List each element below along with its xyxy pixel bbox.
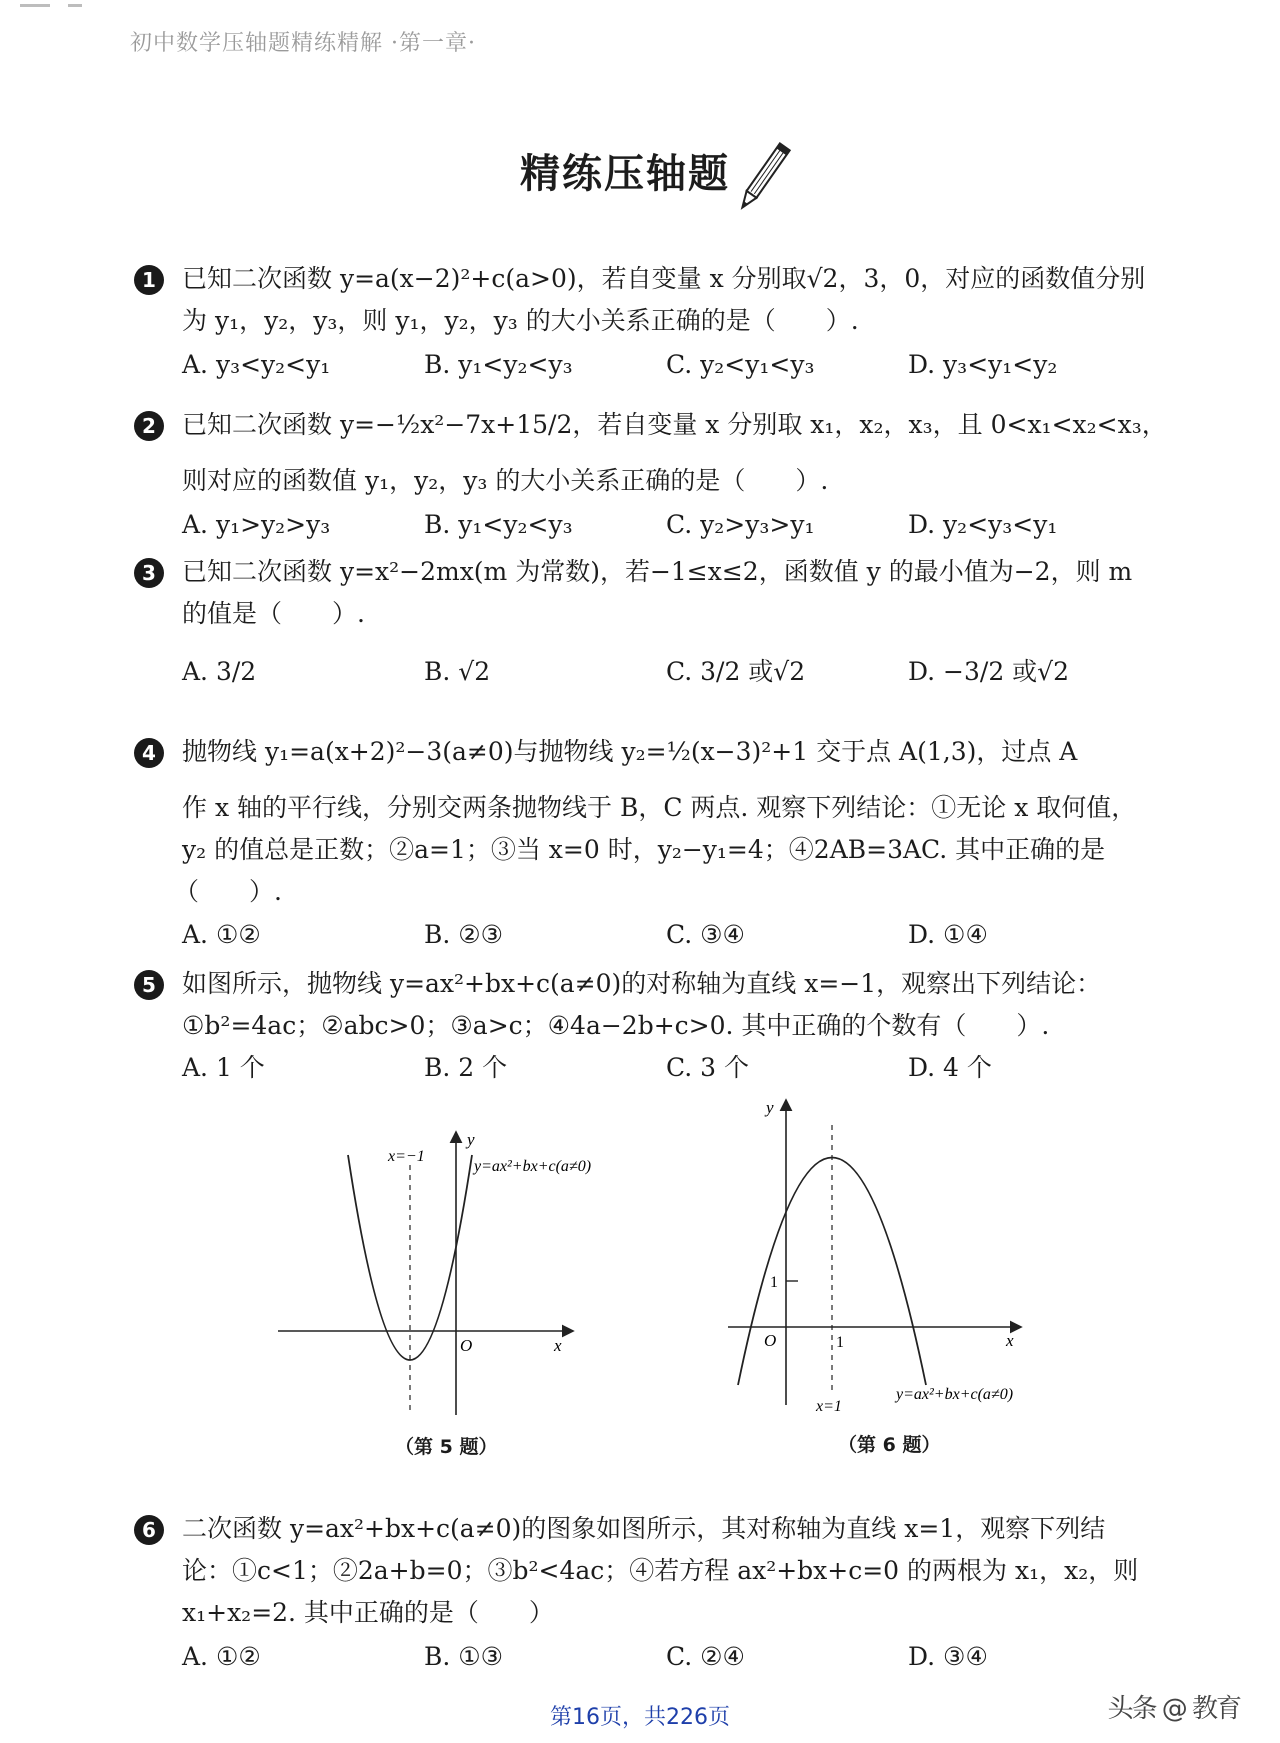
x-axis-label: x (1006, 1331, 1014, 1350)
question-number: 5 (134, 970, 164, 1000)
origin-label: O (460, 1336, 473, 1355)
option-a: A. y₁>y₂>y₃ (182, 510, 331, 539)
option-a: A. 1 个 (182, 1053, 265, 1082)
figure-caption-q5: （第 5 题） (395, 1436, 498, 1458)
option-d: D. y₂<y₃<y₁ (908, 510, 1058, 539)
option-a: A. ①② (182, 920, 261, 949)
question-text-line: 论：①c<1；②2a+b=0；③b²<4ac；④若方程 ax²+bx+c=0 的两根为 x₁，x₂，则 (182, 1556, 1139, 1585)
question-text-line: 已知二次函数 y=−½x²−7x+15/2，若自变量 x 分别取 x₁，x₂，x₃，且 0<x₁<x₂<x₃， (182, 410, 1167, 439)
question-text-line: 如图所示，抛物线 y=ax²+bx+c(a≠0)的对称轴为直线 x=−1，观察出下列结论： (182, 969, 1102, 998)
page-footer: 第16页，共226页 (550, 1705, 730, 1730)
question-text-line: 抛物线 y₁=a(x+2)²−3(a≠0)与抛物线 y₂=½(x−3)²+1 交于点 A(1,3)，过点 A (182, 737, 1078, 766)
option-b: B. y₁<y₂<y₃ (424, 510, 573, 539)
question-number: 4 (134, 738, 164, 768)
option-b: B. 2 个 (424, 1053, 508, 1082)
function-label: y=ax²+bx+c(a≠0) (896, 1386, 1014, 1403)
option-c: C. y₂<y₁<y₃ (666, 350, 815, 379)
figure-q6 (720, 1095, 1060, 1415)
watermark: 头条 @ 教育 (1107, 1694, 1240, 1724)
x-tick-label: 1 (836, 1334, 844, 1351)
x-axis-label: x (554, 1336, 562, 1355)
option-d: D. 4 个 (908, 1053, 992, 1082)
question-text-line: 的值是（ ）. (182, 599, 365, 628)
y-tick-label: 1 (770, 1274, 778, 1291)
figure-caption-q6: （第 6 题） (838, 1434, 941, 1456)
symmetry-axis-label: x=1 (816, 1398, 842, 1415)
running-head: 初中数学压轴题精练精解 ·第一章· (130, 31, 476, 56)
question-text-line: y₂ 的值总是正数；②a=1；③当 x=0 时，y₂−y₁=4；④2AB=3AC. 其中正确的是 (182, 835, 1106, 864)
pencil-icon (728, 138, 798, 218)
option-b: B. √2 (424, 657, 491, 686)
option-d: D. ①④ (908, 920, 988, 949)
option-b: B. ①③ (424, 1642, 504, 1671)
figure-q5 (270, 1115, 630, 1425)
question-text-line: 作 x 轴的平行线，分别交两条抛物线于 B，C 两点. 观察下列结论：①无论 x 取何值， (182, 793, 1137, 822)
option-c: C. ②④ (666, 1642, 745, 1671)
question-text-line: 则对应的函数值 y₁，y₂，y₃ 的大小关系正确的是（ ）. (182, 466, 829, 495)
question-text-line: ①b²=4ac；②abc>0；③a>c；④4a−2b+c>0. 其中正确的个数有（ ）. (182, 1011, 1050, 1040)
question-text-line: x₁+x₂=2. 其中正确的是（ ） (182, 1598, 554, 1627)
function-label: y=ax²+bx+c(a≠0) (474, 1158, 592, 1175)
question-text-line: 已知二次函数 y=x²−2mx(m 为常数)，若−1≤x≤2，函数值 y 的最小值为−2，则 m (182, 557, 1133, 586)
option-b: B. ②③ (424, 920, 504, 949)
question-number: 3 (134, 558, 164, 588)
y-axis-label: y (766, 1098, 774, 1117)
question-number: 2 (134, 411, 164, 441)
option-a: A. 3/2 (182, 657, 257, 686)
scan-top-edge (0, 0, 1280, 14)
option-c: C. 3/2 或√2 (666, 657, 806, 686)
option-c: C. 3 个 (666, 1053, 749, 1082)
question-number: 6 (134, 1515, 164, 1545)
option-d: D. −3/2 或√2 (908, 657, 1070, 686)
question-text-line: （ ）. (174, 877, 282, 906)
question-text-line: 为 y₁，y₂，y₃，则 y₁，y₂，y₃ 的大小关系正确的是（ ）. (182, 306, 859, 335)
option-b: B. y₁<y₂<y₃ (424, 350, 573, 379)
option-d: D. ③④ (908, 1642, 988, 1671)
page-title: 精练压轴题 (520, 151, 730, 197)
option-a: A. y₃<y₂<y₁ (182, 350, 331, 379)
y-axis-label: y (467, 1130, 475, 1149)
question-text-line: 二次函数 y=ax²+bx+c(a≠0)的图象如图所示，其对称轴为直线 x=1，观察下列结 (182, 1514, 1106, 1543)
option-c: C. y₂>y₃>y₁ (666, 510, 815, 539)
origin-label: O (764, 1331, 777, 1350)
question-number: 1 (134, 265, 164, 295)
symmetry-axis-label: x=−1 (388, 1148, 425, 1165)
option-a: A. ①② (182, 1642, 261, 1671)
option-d: D. y₃<y₁<y₂ (908, 350, 1058, 379)
parabola-curve (738, 1158, 926, 1386)
option-c: C. ③④ (666, 920, 745, 949)
question-text-line: 已知二次函数 y=a(x−2)²+c(a>0)，若自变量 x 分别取√2，3，0，对应的函数值分别 (182, 264, 1146, 293)
